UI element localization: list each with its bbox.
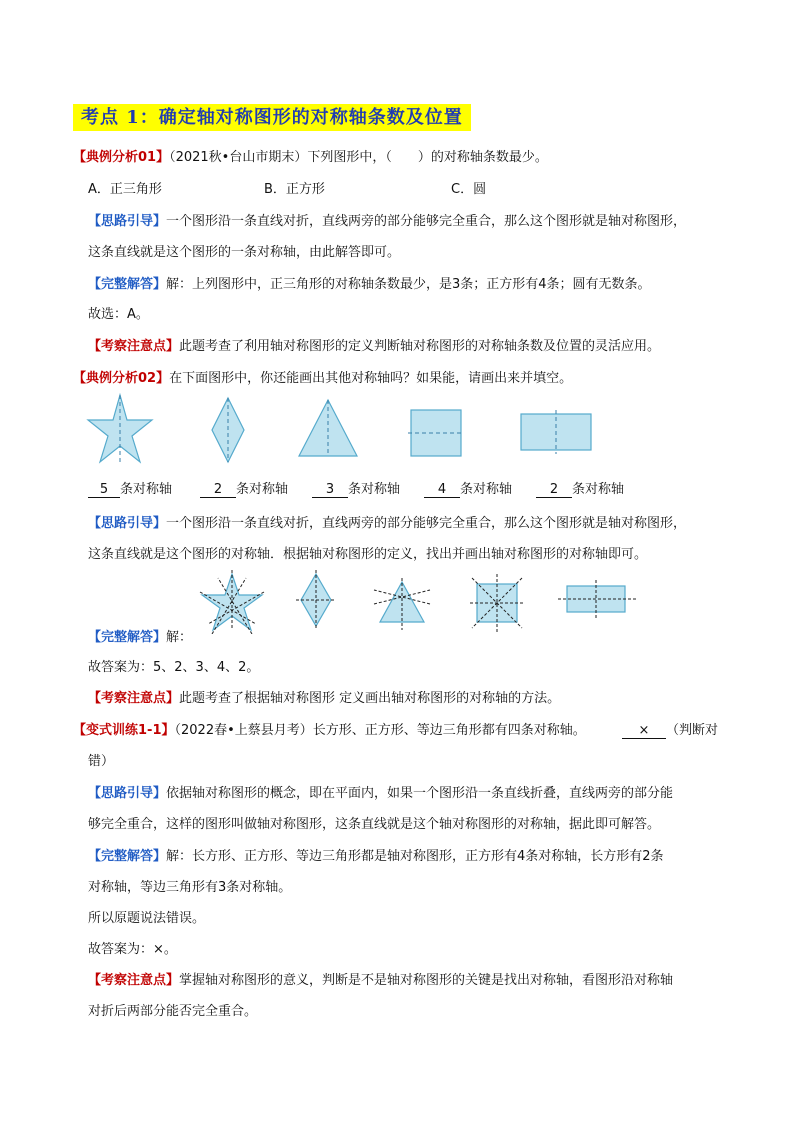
ex3-guide-line1 — [88, 782, 673, 801]
ex2-note-line — [88, 687, 560, 706]
ex2-guide-tag: 【思路引导】 — [88, 516, 167, 531]
ex1-option-b: B．正方形 — [264, 182, 325, 197]
ex1-guide-line1 — [88, 210, 686, 229]
ex2-shapes-figure — [0, 390, 794, 470]
ex3-note-line1 — [88, 969, 673, 988]
blank-rhombus — [200, 478, 288, 498]
ex1-guide-text1: 一个图形沿一条直线对折，直线两旁的部分能够完全重合，那么这个图形就是轴对称图形， — [166, 214, 687, 229]
rhombus-shape — [212, 398, 244, 462]
ex3-note-tag: 【考察注意点】 — [88, 973, 180, 988]
blank-triangle — [312, 478, 400, 498]
ex2-question: 在下面图形中，你还能画出其他对称轴吗？如果能，请画出来并填空。 — [169, 371, 573, 386]
blank-square-value: 4 — [424, 482, 460, 498]
answer-star — [200, 570, 264, 634]
blank-square — [424, 478, 512, 498]
ex3-blank: × — [622, 723, 666, 739]
blank-rhombus-value: 2 — [200, 482, 236, 498]
ex2-tag: 【典例分析02】 — [73, 371, 170, 386]
ex3-tag: 【变式训练1-1】 — [73, 723, 175, 738]
answer-square — [470, 574, 524, 632]
answer-triangle — [374, 578, 430, 630]
star-shape — [88, 395, 152, 462]
ex3-answer-line1 — [88, 845, 664, 864]
blank-triangle-value: 3 — [312, 482, 348, 498]
ex1-note-tag: 【考察注意点】 — [88, 339, 180, 354]
blank-rectangle-value: 2 — [536, 482, 572, 498]
ex1-guide-line2: 这条直线就是这个图形的一条对称轴，由此解答即可。 — [88, 245, 401, 260]
triangle-shape — [299, 400, 357, 456]
ex3-question: （2022春•上蔡县月考）长方形、正方形、等边三角形都有四条对称轴。 — [174, 723, 586, 738]
blank-rectangle — [536, 478, 624, 498]
ex1-note-line — [88, 335, 660, 354]
ex1-answer-tag: 【完整解答】 — [88, 277, 167, 292]
section-heading: 考点 1：确定轴对称图形的对称轴条数及位置 — [73, 104, 471, 131]
blank-star-suffix: 条对称轴 — [120, 482, 173, 497]
blank-star-value: 5 — [88, 482, 120, 498]
ex2-note-tag: 【考察注意点】 — [88, 691, 180, 706]
blank-square-suffix: 条对称轴 — [460, 482, 513, 497]
ex3-judge-text2: 错） — [88, 754, 115, 769]
ex3-answer-line2: 对称轴，等边三角形有3条对称轴。 — [88, 880, 292, 895]
ex2-note: 此题考查了根据轴对称图形 定义画出轴对称图形的对称轴的方法。 — [179, 691, 561, 706]
ex3-judge-text1: （判断对 — [666, 723, 719, 738]
ex1-answer: 解：上列图形中，正三角形的对称轴条数最少，是3条；正方形有4条；圆有无数条。 — [166, 277, 651, 292]
rectangle-shape — [521, 410, 591, 454]
ex2-question-line — [73, 367, 572, 386]
ex3-guide-line2: 够完全重合，这样的图形叫做轴对称图形，这条直线就是这个轴对称图形的对称轴，据此即可解答。 — [88, 817, 661, 832]
ex2-answer-line — [88, 626, 192, 645]
ex3-guide-tag: 【思路引导】 — [88, 786, 167, 801]
ex1-answer-line — [88, 273, 651, 292]
ex1-option-a: A．正三角形 — [88, 182, 162, 197]
square-shape — [408, 410, 464, 456]
ex2-guide-line2: 这条直线就是这个图形的对称轴．根据轴对称图形的定义，找出并画出轴对称图形的对称轴即可。 — [88, 547, 648, 562]
answer-rectangle — [558, 580, 636, 618]
ex2-answer-tag: 【完整解答】 — [88, 630, 167, 645]
ex2-answer: 解： — [166, 630, 193, 645]
blank-rectangle-suffix: 条对称轴 — [572, 482, 625, 497]
ex1-option-c: C．圆 — [451, 182, 487, 197]
ex1-question-line — [73, 146, 548, 165]
ex3-guide-text1: 依据轴对称图形的概念，即在平面内，如果一个图形沿一条直线折叠，直线两旁的部分能 — [166, 786, 674, 801]
blank-rhombus-suffix: 条对称轴 — [236, 482, 289, 497]
ex3-note-text1: 掌握轴对称图形的意义，判断是不是轴对称图形的关键是找出对称轴，看图形沿对称轴 — [179, 973, 674, 988]
ex3-conclusion: 所以原题说法错误。 — [88, 911, 206, 926]
ex3-judge-line — [622, 719, 718, 739]
ex3-note-line2: 对折后两部分能否完全重合。 — [88, 1004, 258, 1019]
ex2-guide-text1: 一个图形沿一条直线对折，直线两旁的部分能够完全重合，那么这个图形就是轴对称图形， — [166, 516, 687, 531]
ex3-answer-text1: 解：长方形、正方形、等边三角形都是轴对称图形，正方形有4条对称轴，长方形有2条 — [166, 849, 664, 864]
ex2-result: 故答案为：5、2、3、4、2。 — [88, 660, 260, 675]
ex1-note: 此题考查了利用轴对称图形的定义判断轴对称图形的对称轴条数及位置的灵活应用。 — [179, 339, 661, 354]
ex3-question-line — [73, 719, 586, 738]
blank-star — [88, 478, 172, 498]
ex2-answer-figure — [0, 568, 794, 634]
ex1-choice: 故选：A。 — [88, 307, 149, 322]
ex3-result: 故答案为：×。 — [88, 942, 177, 957]
answer-rhombus — [296, 570, 336, 630]
ex2-guide-line1 — [88, 512, 686, 531]
ex1-guide-tag: 【思路引导】 — [88, 214, 167, 229]
ex1-question: （2021秋•台山市期末）下列图形中，（ ）的对称轴条数最少。 — [169, 150, 548, 165]
blank-triangle-suffix: 条对称轴 — [348, 482, 401, 497]
ex3-answer-tag: 【完整解答】 — [88, 849, 167, 864]
ex1-tag: 【典例分析01】 — [73, 150, 170, 165]
